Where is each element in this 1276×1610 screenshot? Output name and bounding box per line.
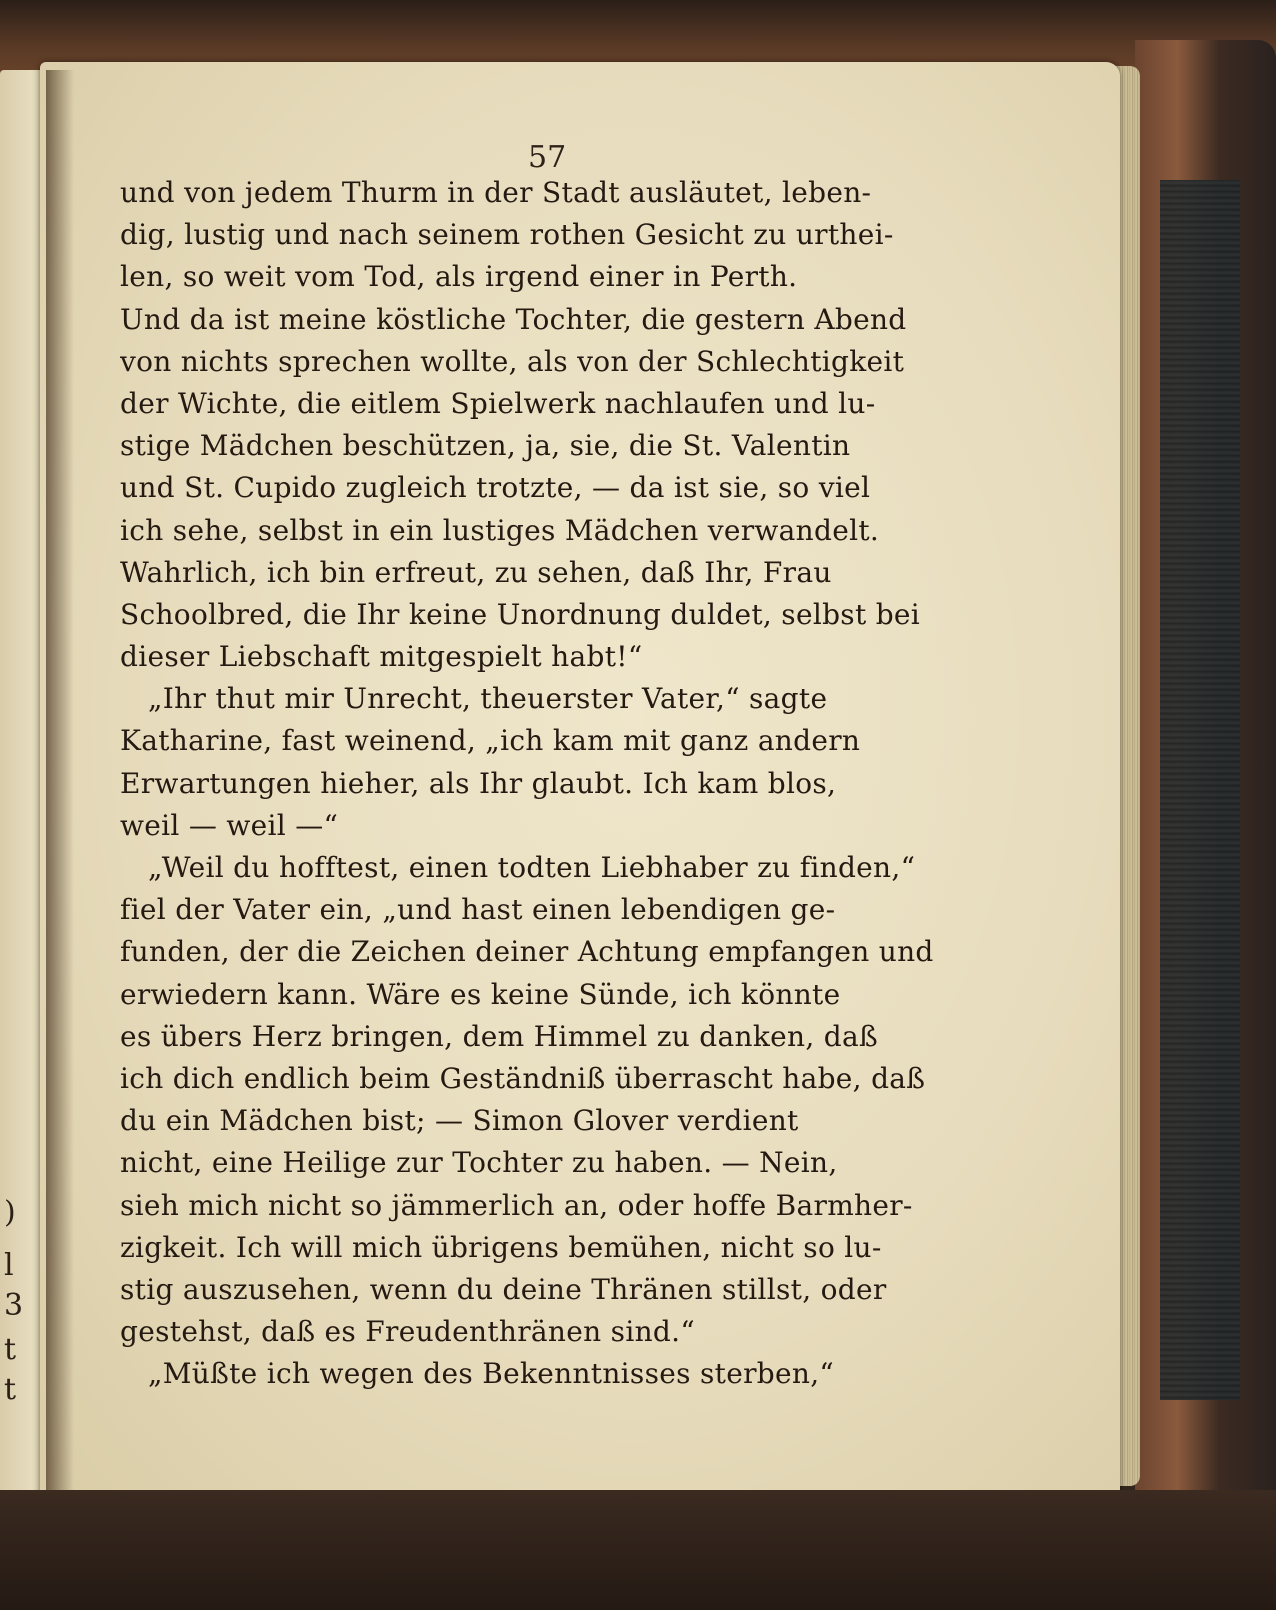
text-line: ich dich endlich beim Geständniß überrascht habe, daß xyxy=(120,1061,926,1095)
text-line: stig auszusehen, wenn du deine Thränen stillst, oder xyxy=(120,1272,887,1306)
text-line: es übers Herz bringen, dem Himmel zu danken, daß xyxy=(120,1019,878,1053)
text-line: sieh mich nicht so jämmerlich an, oder hoffe Barmher- xyxy=(120,1188,913,1222)
text-line: len, so weit vom Tod, als irgend einer in Perth. xyxy=(120,260,798,294)
text-line: von nichts sprechen wollte, als von der Schlechtigkeit xyxy=(120,344,905,378)
text-line: der Wichte, die eitlem Spielwerk nachlaufen und lu- xyxy=(120,386,876,420)
text-line: Wahrlich, ich bin erfreut, zu sehen, daß Ihr, Frau xyxy=(120,555,832,589)
facing-page-char: l xyxy=(4,1248,14,1283)
text-line: funden, der die Zeichen deiner Achtung empfangen und xyxy=(120,935,934,969)
cover-cloth-spine xyxy=(1160,180,1240,1400)
gutter-shadow xyxy=(46,70,74,1510)
text-line: fiel der Vater ein, „und hast einen lebendigen ge- xyxy=(120,893,836,927)
text-line: weil — weil —“ xyxy=(120,808,339,842)
facing-page-char: 3 xyxy=(4,1288,24,1323)
text-line: erwiedern kann. Wäre es keine Sünde, ich könnte xyxy=(120,977,841,1011)
text-line: „Müßte ich wegen des Bekenntnisses sterben,“ xyxy=(148,1357,835,1391)
text-line: dig, lustig und nach seinem rothen Gesicht zu urthei- xyxy=(120,218,894,252)
text-line: Und da ist meine köstliche Tochter, die gestern Abend xyxy=(120,302,907,336)
text-line: stige Mädchen beschützen, ja, sie, die St. Valentin xyxy=(120,429,851,463)
text-line: Erwartungen hieher, als Ihr glaubt. Ich kam blos, xyxy=(120,766,837,800)
text-line: und St. Cupido zugleich trotzte, — da ist sie, so viel xyxy=(120,471,871,505)
facing-page-char: t xyxy=(4,1372,17,1407)
text-line: zigkeit. Ich will mich übrigens bemühen, nicht so lu- xyxy=(120,1230,882,1264)
text-line: du ein Mädchen bist; — Simon Glover verdient xyxy=(120,1104,799,1138)
text-line: nicht, eine Heilige zur Tochter zu haben. — Nein, xyxy=(120,1146,838,1180)
bottom-shadow xyxy=(0,1490,1276,1610)
facing-page-char: t xyxy=(4,1332,17,1367)
text-line: „Ihr thut mir Unrecht, theuerster Vater,“ sagte xyxy=(148,682,828,716)
page-number: 57 xyxy=(528,140,567,175)
text-line: ich sehe, selbst in ein lustiges Mädchen verwandelt. xyxy=(120,513,880,547)
text-line: und von jedem Thurm in der Stadt ausläutet, leben- xyxy=(120,176,872,209)
text-line: Katharine, fast weinend, „ich kam mit ganz andern xyxy=(120,724,861,758)
facing-page-char: ) xyxy=(4,1195,16,1230)
text-line: gestehst, daß es Freudenthränen sind.“ xyxy=(120,1315,695,1349)
text-line: „Weil du hofftest, einen todten Liebhaber zu finden,“ xyxy=(148,851,916,884)
text-line: dieser Liebschaft mitgespielt habt!“ xyxy=(120,640,643,674)
page-text xyxy=(120,172,965,1395)
text-line: Schoolbred, die Ihr keine Unordnung duldet, selbst bei xyxy=(120,597,921,631)
